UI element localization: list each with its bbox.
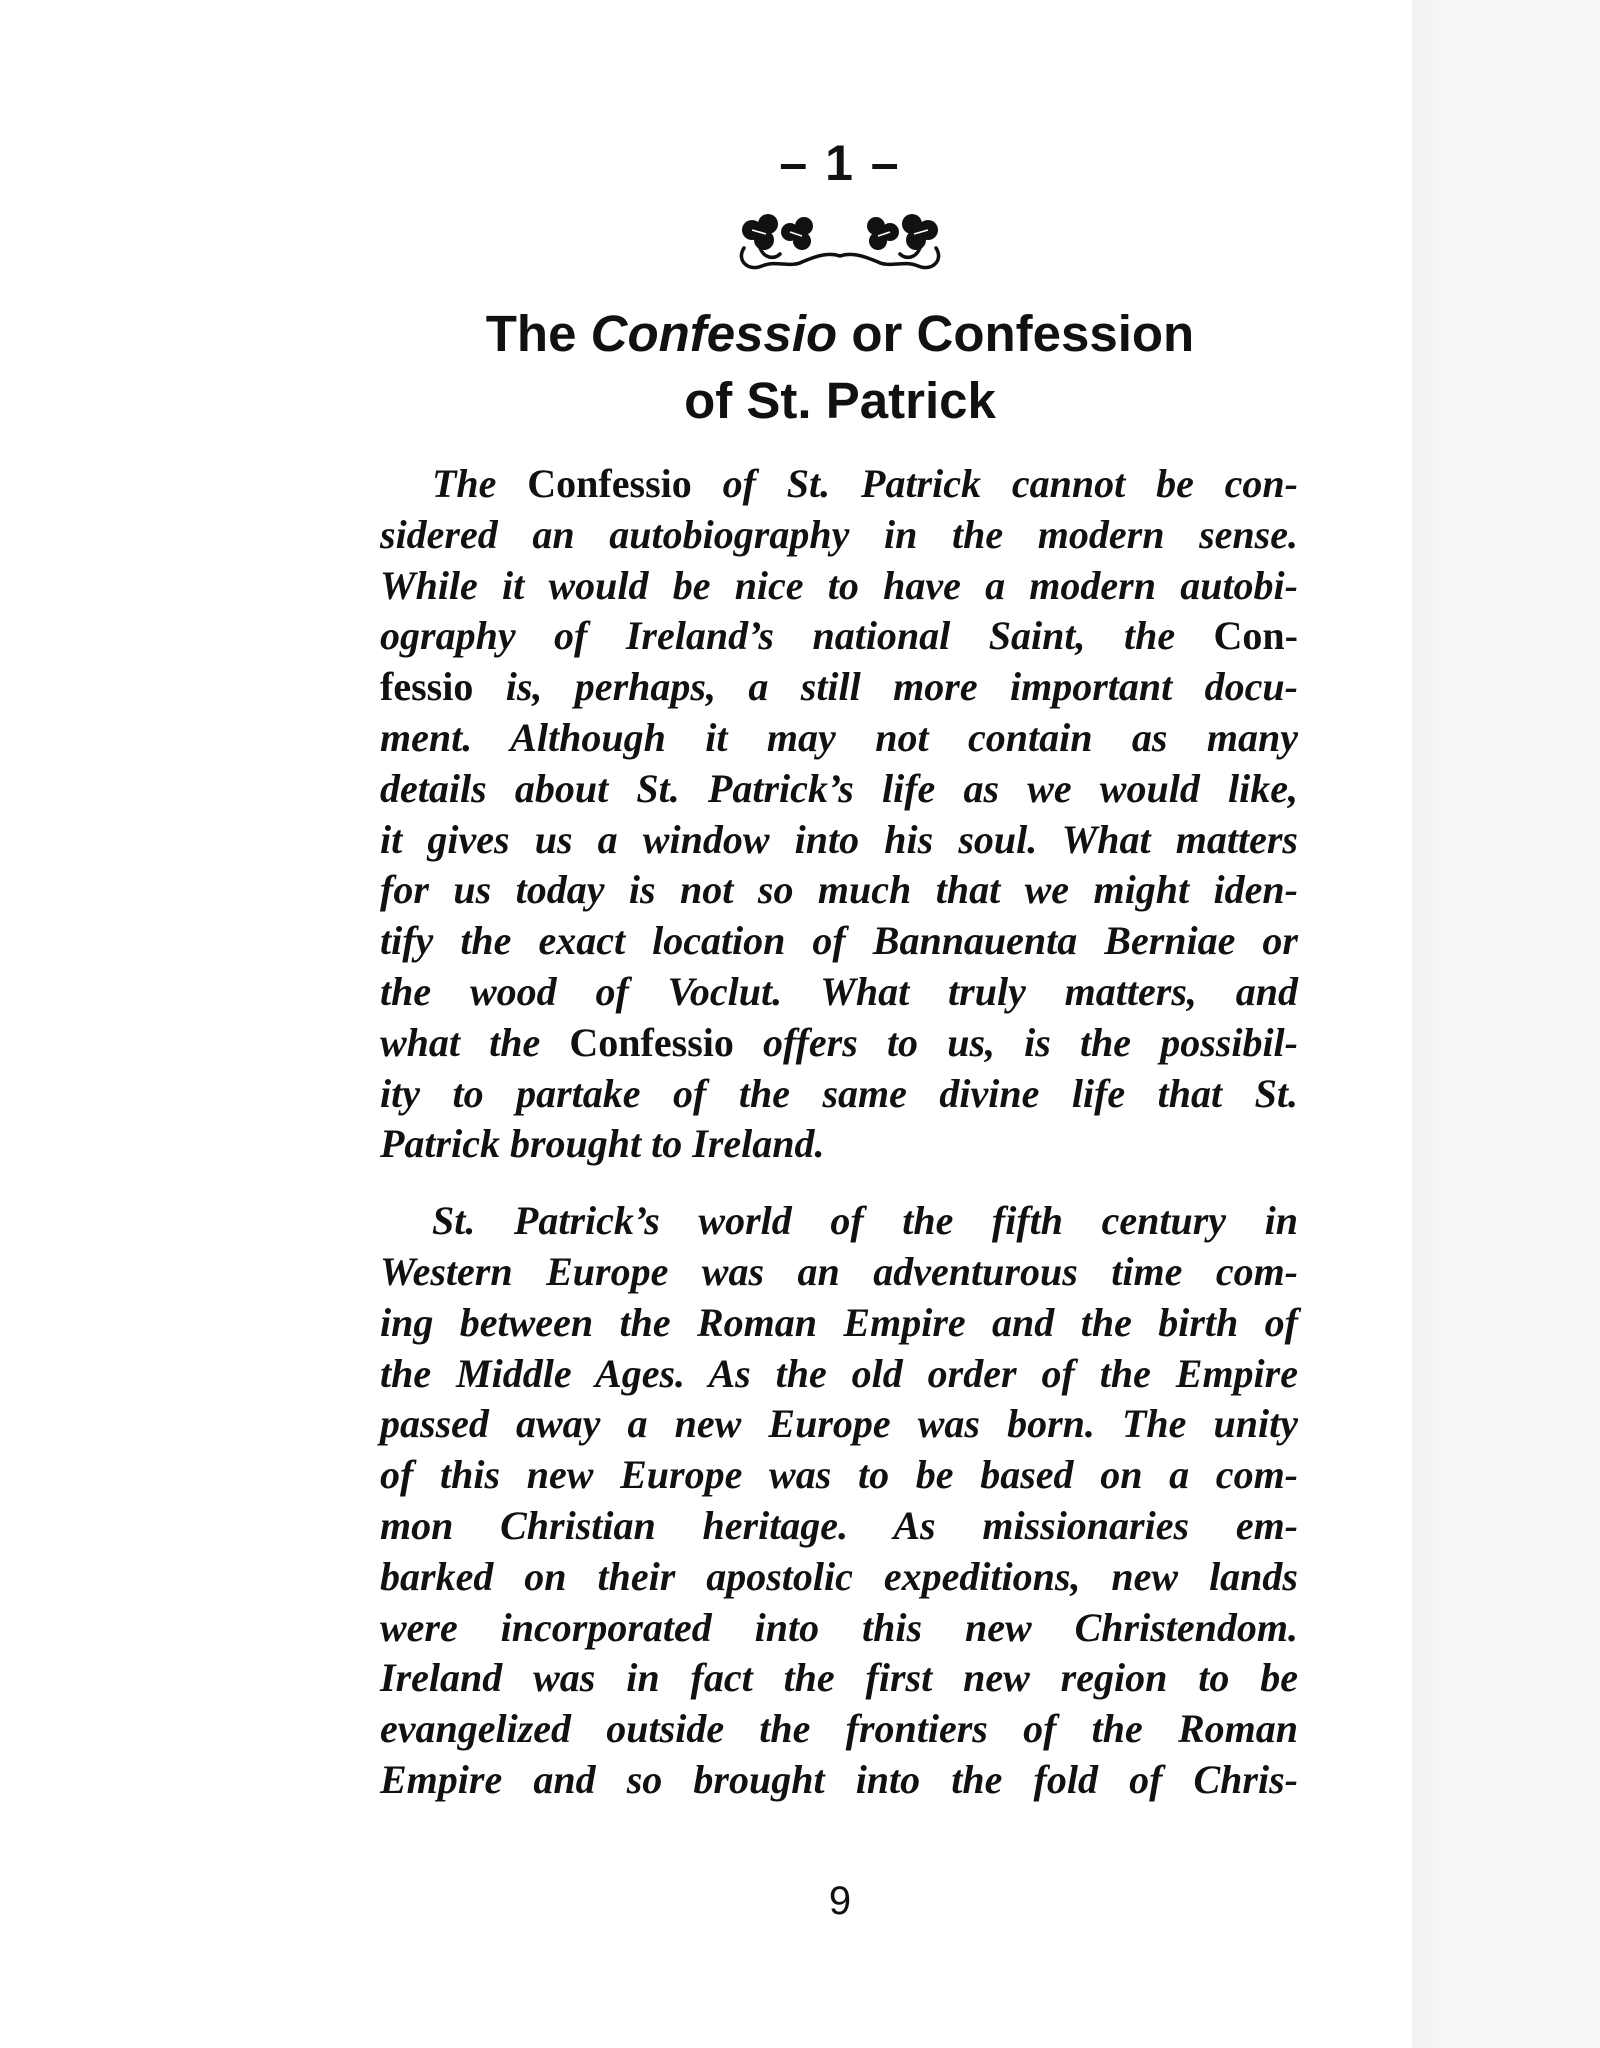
body-text bbox=[380, 459, 1298, 1806]
text-line: were incorporated into this new Christendom. bbox=[380, 1604, 1298, 1650]
text-line: ing between the Roman Empire and the birth of bbox=[380, 1299, 1298, 1345]
page-edge-shadow bbox=[1412, 0, 1600, 2048]
text-line bbox=[380, 611, 1298, 662]
text-line: While it would be nice to have a modern autobi- bbox=[380, 562, 1298, 608]
text-line: tify the exact location of Bannauenta Berniae or bbox=[380, 918, 1298, 964]
title-text-or-confession: or Confession bbox=[837, 305, 1195, 362]
text-line: for us today is not so much that we might iden- bbox=[380, 867, 1298, 913]
text-segment-roman: fessio bbox=[380, 664, 474, 710]
page-title bbox=[380, 300, 1300, 434]
text-segment: is, perhaps, a still more important docu- bbox=[473, 664, 1298, 710]
text-line: Ireland was in fact the first new region to be bbox=[380, 1655, 1298, 1701]
paragraph-1 bbox=[380, 459, 1298, 1170]
shamrock-flourish-icon bbox=[730, 208, 950, 280]
text-line: Patrick brought to Ireland. bbox=[380, 1121, 825, 1167]
chapter-number: – 1 – bbox=[779, 135, 901, 191]
text-segment: The bbox=[432, 461, 528, 506]
text-line: sidered an autobiography in the modern sense. bbox=[380, 511, 1298, 557]
text-line: Empire and so brought into the fold of Chris- bbox=[380, 1756, 1298, 1802]
page-number: 9 bbox=[828, 1879, 852, 1923]
text-line bbox=[380, 459, 1298, 510]
text-segment: offers to us, is the possibil- bbox=[733, 1019, 1298, 1065]
text-line: passed away a new Europe was born. The unity bbox=[380, 1401, 1298, 1447]
text-line bbox=[380, 662, 1298, 713]
text-segment: ography of Ireland’s national Saint, the bbox=[380, 613, 1214, 659]
paragraph-2 bbox=[380, 1196, 1298, 1806]
title-text-the: The bbox=[485, 305, 591, 362]
text-line: ment. Although it may not contain as many bbox=[380, 714, 1298, 760]
text-line: evangelized outside the frontiers of the Roman bbox=[380, 1706, 1298, 1752]
text-line: St. Patrick’s world of the fifth century in bbox=[432, 1198, 1298, 1244]
text-segment-roman: Con- bbox=[1213, 613, 1298, 659]
text-segment-roman: Confessio bbox=[569, 1019, 734, 1065]
title-line-2: of St. Patrick bbox=[684, 372, 996, 429]
title-line-1 bbox=[380, 300, 1300, 367]
text-line: details about St. Patrick’s life as we would like, bbox=[380, 765, 1298, 811]
text-line: Western Europe was an adventurous time com- bbox=[380, 1248, 1298, 1294]
text-line: barked on their apostolic expeditions, new lands bbox=[380, 1553, 1298, 1599]
title-confessio: Confessio bbox=[590, 305, 838, 362]
text-line: of this new Europe was to be based on a com- bbox=[380, 1452, 1298, 1498]
text-line: the wood of Voclut. What truly matters, and bbox=[380, 968, 1298, 1014]
text-segment: what the bbox=[380, 1019, 570, 1065]
text-line: the Middle Ages. As the old order of the Empire bbox=[380, 1350, 1298, 1396]
text-line: ity to partake of the same divine life that St. bbox=[380, 1070, 1298, 1116]
text-line: it gives us a window into his soul. What matters bbox=[380, 816, 1298, 862]
text-line bbox=[380, 1018, 1298, 1069]
text-line: mon Christian heritage. As missionaries em- bbox=[380, 1502, 1298, 1548]
text-segment-roman: Confessio bbox=[527, 461, 692, 506]
text-segment: of St. Patrick cannot be con- bbox=[691, 461, 1298, 506]
